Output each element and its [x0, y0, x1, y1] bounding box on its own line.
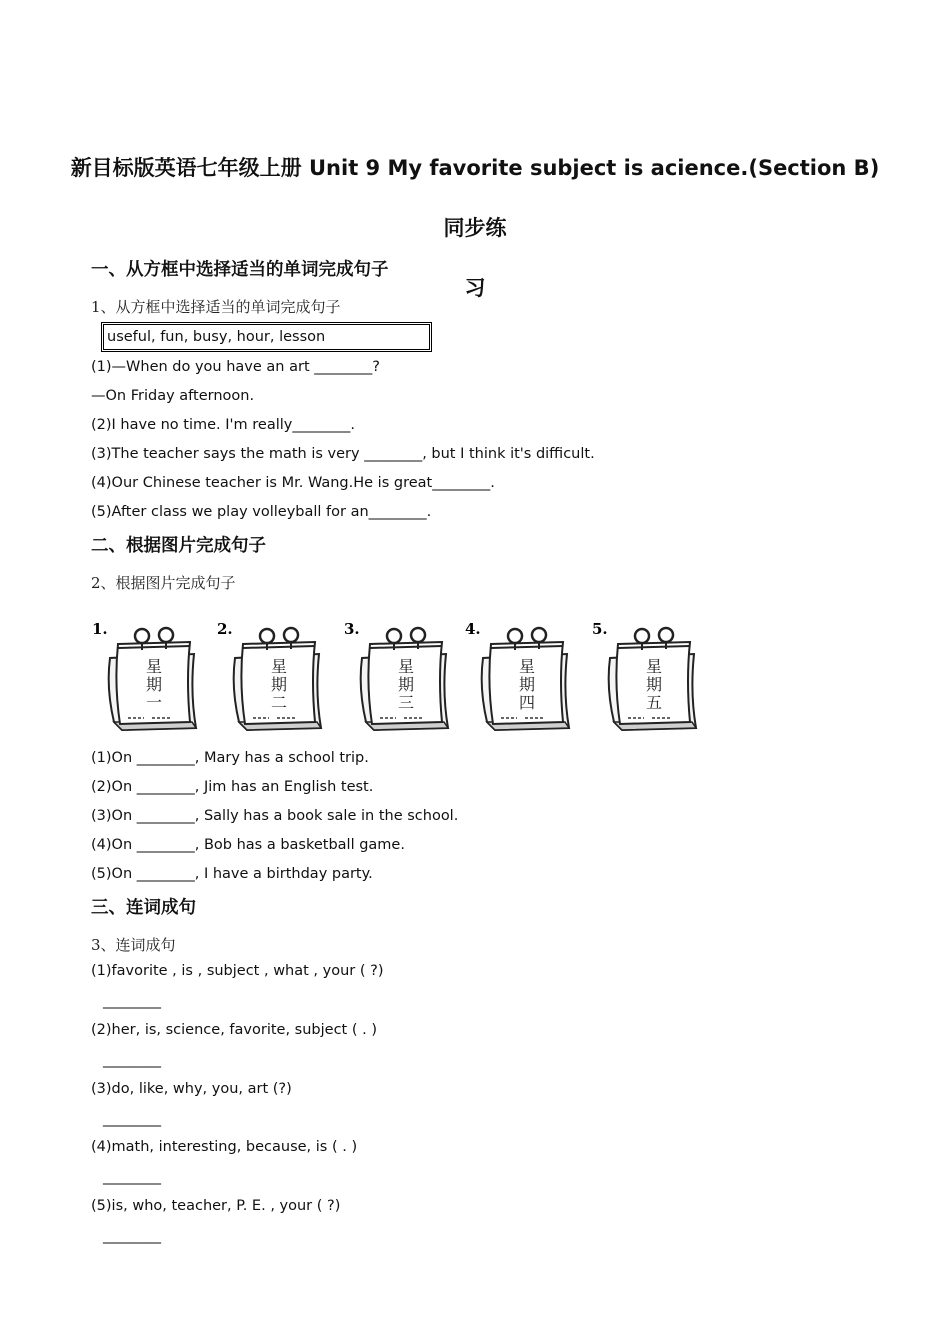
title-line-2: 习 [464, 276, 486, 300]
section-2-heading: 二、根据图片完成句子 [91, 536, 266, 556]
section-1-heading: 一、从方框中选择适当的单词完成句子 [91, 260, 389, 280]
calendar-drawing [465, 618, 577, 734]
page-title [60, 138, 890, 318]
calendar-char-1: 星 [518, 657, 536, 676]
s3-item-2-prompt: (2)her, is, science, favorite, subject ( . ) [91, 1022, 377, 1038]
calendar-drawing [92, 618, 204, 734]
s3-item-3-answer: ________ [103, 1111, 161, 1127]
s1-item-1-reply: —On Friday afternoon. [91, 388, 255, 404]
s3-item-5-answer: ________ [103, 1228, 161, 1244]
question-1-prompt: 1、从方框中选择适当的单词完成句子 [91, 298, 341, 316]
s1-item-3: (3)The teacher says the math is very ________, but I think it's difficult. [91, 446, 595, 462]
calendar-char-2: 期 [645, 675, 663, 694]
calendar-char-2: 期 [145, 675, 163, 694]
calendar-number: 3. [344, 620, 360, 638]
s2-item-1: (1)On ________, Mary has a school trip. [91, 750, 369, 766]
title-line-1: 新目标版英语七年级上册 Unit 9 My favorite subject is acience.(Section B) 同步练 [70, 156, 880, 240]
calendar-drawing [592, 618, 704, 734]
s3-item-1-prompt: (1)favorite , is , subject , what , your ( ?) [91, 963, 384, 979]
calendar-char-1: 星 [270, 657, 288, 676]
calendar-char-3: 二 [270, 693, 288, 712]
calendar-number: 4. [465, 620, 481, 638]
calendar-2 [217, 618, 329, 734]
s3-item-3-prompt: (3)do, like, why, you, art (?) [91, 1081, 292, 1097]
word-box: useful, fun, busy, hour, lesson [101, 322, 432, 352]
calendar-char-2: 期 [270, 675, 288, 694]
calendar-char-3: 四 [518, 693, 536, 712]
calendar-5 [592, 618, 704, 734]
calendar-number: 1. [92, 620, 108, 638]
calendar-char-3: 三 [397, 693, 415, 712]
question-2-prompt: 2、根据图片完成句子 [91, 574, 236, 592]
s1-item-2: (2)I have no time. I'm really________. [91, 417, 355, 433]
calendar-number: 5. [592, 620, 608, 638]
calendar-char-3: 一 [145, 693, 163, 712]
s3-item-2-answer: ________ [103, 1052, 161, 1068]
calendar-char-3: 五 [645, 693, 663, 712]
s1-item-5: (5)After class we play volleyball for an________. [91, 504, 432, 520]
calendar-char-2: 期 [518, 675, 536, 694]
s3-item-4-prompt: (4)math, interesting, because, is ( . ) [91, 1139, 358, 1155]
calendar-4 [465, 618, 577, 734]
s2-item-3: (3)On ________, Sally has a book sale in the school. [91, 808, 459, 824]
calendar-char-2: 期 [397, 675, 415, 694]
calendar-char-1: 星 [645, 657, 663, 676]
s2-item-4: (4)On ________, Bob has a basketball game. [91, 837, 405, 853]
s3-item-1-answer: ________ [103, 993, 161, 1009]
calendar-number: 2. [217, 620, 233, 638]
calendar-drawing [217, 618, 329, 734]
s1-item-4: (4)Our Chinese teacher is Mr. Wang.He is great________. [91, 475, 495, 491]
s3-item-5-prompt: (5)is, who, teacher, P. E. , your ( ?) [91, 1198, 341, 1214]
calendar-3 [344, 618, 456, 734]
s1-item-1: (1)—When do you have an art ________? [91, 359, 380, 375]
s2-item-5: (5)On ________, I have a birthday party. [91, 866, 373, 882]
question-3-prompt: 3、连词成句 [91, 936, 176, 954]
s2-item-2: (2)On ________, Jim has an English test. [91, 779, 374, 795]
calendar-char-1: 星 [145, 657, 163, 676]
s3-item-4-answer: ________ [103, 1169, 161, 1185]
calendar-char-1: 星 [397, 657, 415, 676]
calendar-drawing [344, 618, 456, 734]
section-3-heading: 三、连词成句 [91, 898, 196, 918]
calendar-1 [92, 618, 204, 734]
